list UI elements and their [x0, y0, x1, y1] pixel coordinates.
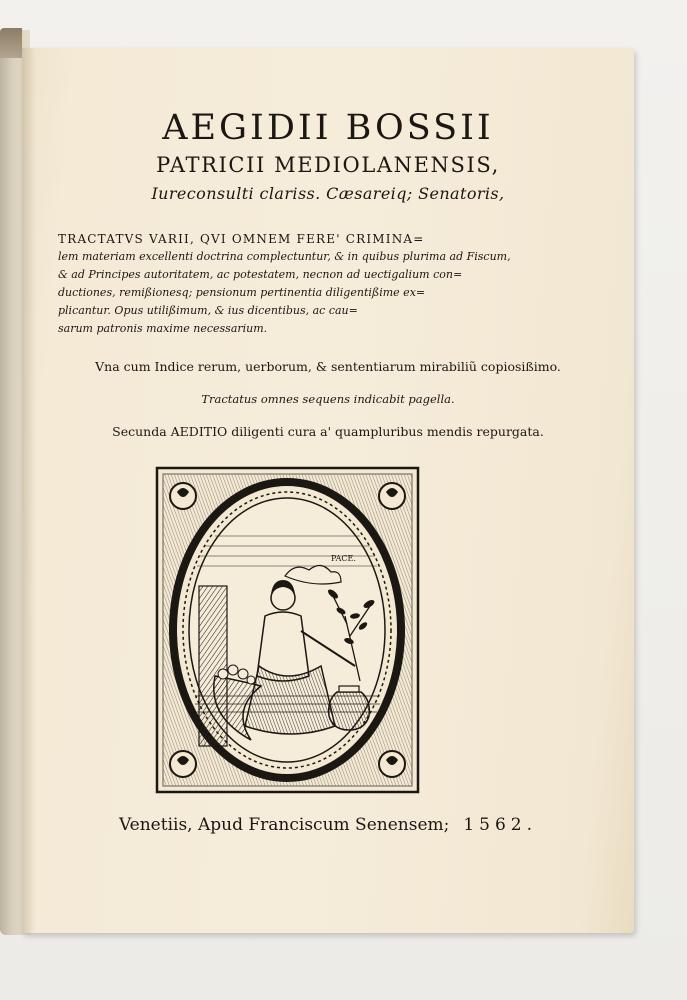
- author-titles: Iureconsulti clariss. Cæsareiq; Senatoris,: [151, 184, 505, 203]
- page-gutter-shadow: [22, 48, 36, 933]
- author-origin: PATRICII MEDIOLANENSIS,: [156, 153, 500, 177]
- description-line: ductiones, remißionesq; pensionum pertinentia diligentißime ex=: [58, 286, 426, 299]
- title-page: [22, 48, 634, 933]
- description-line: TRACTATVS VARII, QVI OMNEM FERE' CRIMINA=: [58, 232, 425, 246]
- index-note: Vna cum Indice rerum, uerborum, & sententiarum mirabiliũ copiosißimo.: [95, 359, 561, 374]
- printer-device-woodcut: [155, 466, 420, 794]
- edition-note: Secunda AEDITIO diligenti cura a' quampluribus mendis repurgata.: [112, 424, 544, 439]
- imprint-place-printer: Venetiis, Apud Franciscum Senensem;: [118, 815, 450, 835]
- author-name: AEGIDII BOSSII: [162, 108, 494, 148]
- description-line: sarum patronis maxime necessarium.: [58, 322, 268, 335]
- woodcut-label: PACE.: [331, 554, 356, 563]
- imprint-year: 1562.: [463, 815, 538, 835]
- work-description: [58, 230, 598, 338]
- imprint-line: [22, 813, 634, 837]
- description-line: & ad Principes autoritatem, ac potestatem, necnon ad uectigalium con=: [58, 268, 463, 281]
- description-line: plicantur. Opus utilißimum, & ius dicentibus, ac cau=: [58, 304, 358, 317]
- description-line: lem materiam excellenti doctrina complectuntur, & in quibus plurima ad Fiscum,: [58, 250, 511, 263]
- book-binding-corner: [0, 28, 22, 58]
- treatises-note: Tractatus omnes sequens indicabit pagella.: [201, 392, 455, 406]
